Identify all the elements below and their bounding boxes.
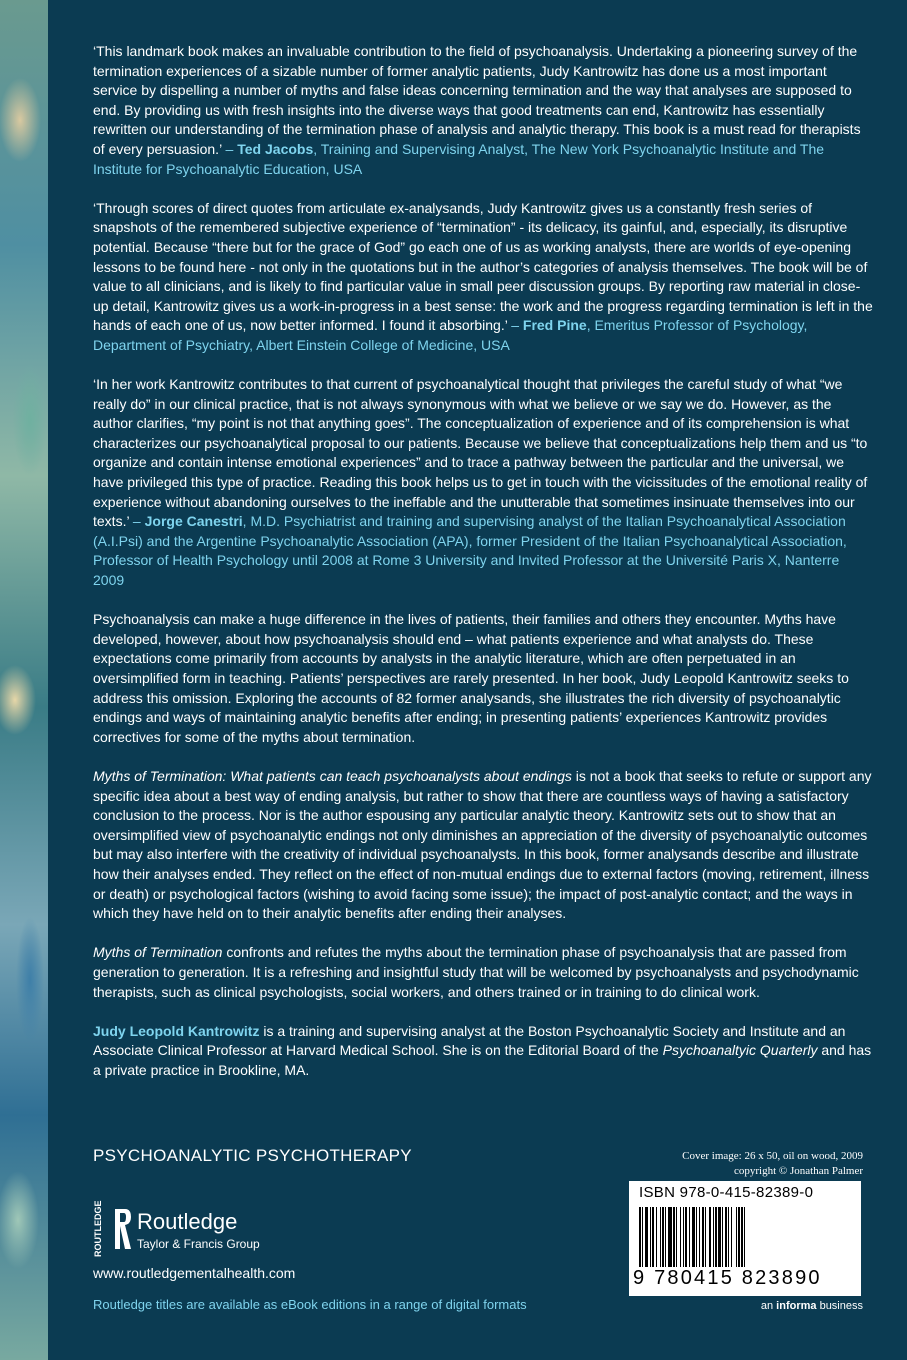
barcode-bar [702,1207,704,1267]
barcode-bar [645,1207,648,1267]
cover-panel [48,0,907,1360]
review-3: ‘In her work Kantrowitz contributes to that current of psychoanalytical thought that privileges the careful study of what “we really do” in our clinical practice, that is not always synonymous with what we believe or we say we do. However, as the author clarifies, “my point is not that anything goes”. The conceptualization of experience and of its comprehension is what characterizes our psychoanalytical proposal to our patients. Because we believe that conceptualizations help them and us “to organize and contain intense emotional experiences” and to trace a pathway between the particular and the universal, we have privileged this type of practice. Reading this book helps us to get in touch with the vicissitudes of the emotional reality of experience without abandoning ourselves to the ineffable and the unutterable that sometimes insinuate themselves into our texts.’ – Jorge Canestri, M.D. Psychiatrist and training and supervising analyst of the Italian Psychoanalytical Association (A.I.Psi) and the Argentine Psychoanalytic Association (APA), former President of the Italian Psychoanalytical Association, Professor of Health Psychology until 2008 at Rome 3 University and Invited Professor at the Université Paris X, Nanterre 2009 [93,376,868,589]
reviewer-name: Jorge Canestri [144,513,243,530]
routledge-r-icon [113,1207,133,1251]
reviewer-name: Ted Jacobs [237,140,314,157]
barcode-bar [722,1207,723,1267]
barcode-bar [642,1207,643,1267]
description-para-3: Myths of Termination confronts and refutes the myths about the termination phase of psychoanalysis that are passed from generation to generation. It is a refreshing and insightful study that will be welcomed by psychoanalysts and psychodynamic therapists, such as clinical psychologists, social workers, and others trained or in training to do clinical work. [93,944,859,1000]
description-para-1: Psychoanalysis can make a huge difference in the lives of patients, their families and others they encounter. Myths have developed, however, about how psychoanalysis should end – what patients experience and what analysts do. These expectations come primarily from accounts by analysts in the analytic literature, which are often perpetuated in an oversimplified form in teaching. Patients’ perspectives are rarely presented. In her book, Judy Leopold Kantrowitz seeks to address this omission. Exploring the accounts of 82 former analysands, she illustrates the rich diversity of psychoanalytic endings and ways of maintaining analytic benefits after ending; in presenting patients’ experiences Kantrowitz provides correctives for some of the myths about termination. [93,611,849,745]
barcode-bar [728,1207,729,1267]
book-title: Myths of Termination [93,944,223,961]
barcode-bar [673,1207,675,1267]
barcode-bar [692,1207,695,1267]
barcode-bar [656,1207,657,1267]
barcode-bar [718,1207,721,1267]
cover-credit: Cover image: 26 x 50, oil on wood, 2009 copyright © Jonathan Palmer [682,1150,863,1177]
barcode-bars [639,1207,851,1267]
reviewer-affiliation: , Emeritus Professor of Psychology, Department of Psychiatry, Albert Einstein College of Medicine, USA [93,317,808,353]
publisher-group: Taylor & Francis Group [137,1237,260,1251]
barcode-bar [705,1207,706,1267]
barcode-bar [652,1207,654,1267]
ebook-note: Routledge titles are available as eBook editions in a range of digital formats [93,1297,527,1312]
informa-business: an informa business [760,1300,863,1312]
review-1: ‘This landmark book makes an invaluable contribution to the field of psychoanalysis. Undertaking a pioneering survey of the termination experiences of a sizable number of former analytic patients, Judy Kantrowitz has done us a most important service by dispelling a number of myths and false ideas concerning termination and the way that analyses are supposed to end. By providing us with fresh insights into the diverse ways that good treatments can end, Kantrowitz has essentially rewritten our understanding of the termination phase of analysis and analytic therapy. This book is a must read for therapists of every persuasion.’ – Ted Jacobs, Training and Supervising Analyst, The New York Psychoanalytic Institute and The Institute for Psychoanalytic Education, USA [93,43,861,177]
barcode-bar [696,1207,697,1267]
book-title: Myths of Termination: What patients can teach psychoanalysts about endings [93,767,572,784]
reviewer-affiliation: , M.D. Psychiatrist and training and supervising analyst of the Italian Psychoanalytical Association (A.I.Psi) and the Argentine Psychoanalytic Association (APA), former President of the Italian Psychoanalytical Association, Professor of Health Psychology until 2008 at Rome 3 University and Invited Professor at the Université Paris X, Nanterre 2009 [93,513,847,589]
barcode-bar [689,1207,690,1267]
barcode-bar [709,1207,711,1267]
barcode-bar [738,1207,740,1267]
barcode-bar [744,1207,745,1267]
barcode-bar [699,1207,700,1267]
series-title: PSYCHOANALYTIC PSYCHOTHERAPY [93,1146,412,1165]
barcode-bar [665,1207,666,1267]
barcode-bar [662,1207,664,1267]
isbn-barcode [629,1181,861,1296]
reviewer-name: Fred Pine [522,317,587,334]
cover-painting-strip [0,0,48,1360]
author-name: Judy Leopold Kantrowitz [93,1022,260,1039]
routledge-logo [93,1200,293,1260]
barcode-bar [685,1207,687,1267]
barcode-bar [736,1207,737,1267]
barcode-bar [668,1207,671,1267]
publisher-name: Routledge [137,1209,238,1234]
barcode-bar [639,1207,641,1267]
review-2: ‘Through scores of direct quotes from articulate ex-analysands, Judy Kantrowitz gives us a constantly fresh series of snapshots of the remembered subjective experience of “termination” - its delicacy, its gainful, and, especially, its disruptive potential. Because “there but for the grace of God” go each one of us as working analysts, there are worlds of eye-opening lessons to be found here - not only in the quotations but in the author’s categories of analysis themselves. The book will be of value to all clinicians, and is likely to find particular value in small peer discussion groups. By reporting raw material in close-up detail, Kantrowitz gives us a work-in-progress in a best sense: the work and the progress regarding termination is left in the hands of each one of us, now better informed. I found it absorbing.’ – Fred Pine, Emeritus Professor of Psychology, Department of Psychiatry, Albert Einstein College of Medicine, USA [93,199,873,353]
barcode-bar [715,1207,717,1267]
barcode-bar [676,1207,677,1267]
barcode-bar [741,1207,743,1267]
barcode-bar [660,1207,661,1267]
barcode-bar [650,1207,651,1267]
blurb-text [93,42,873,1100]
barcode-bar [731,1207,732,1267]
barcode-bar [713,1207,714,1267]
isbn-number: ISBN 978-0-415-82389-0 [639,1184,814,1201]
author-bio: Judy Leopold Kantrowitz is a training and supervising analyst at the Boston Psychoanalytic Society and Institute and an Associate Clinical Professor at Harvard Medical School. She is on the Editorial Board of the Psychoanaltyic Quarterly and has a private practice in Brookline, MA. [93,1022,872,1078]
reviewer-affiliation: , Training and Supervising Analyst, The New York Psychoanalytic Institute and The Institute for Psychoanalytic Education, USA [93,140,825,177]
routledge-vertical-wordmark: ROUTLEDGE [93,1200,103,1257]
barcode-bar [683,1207,684,1267]
barcode-bar [725,1207,727,1267]
publisher-website[interactable]: www.routledgementalhealth.com [93,1265,296,1281]
description-para-2: Myths of Termination: What patients can teach psychoanalysts about endings is not a book that seeks to refute or support any specific idea about a best way of ending analysis, but rather to show that there are countless ways of having a satisfactory conclusion to the process. Nor is the author espousing any particular analytic theory. Kantrowitz sets out to show that an oversimplified view of psychoanalytic endings not only diminishes an appreciation of the diversity of psychoanalytic outcomes but may also interfere with the creativity of individual psychoanalysts. In this book, former analysands describe and illustrate how their analyses ended. They reflect on the effect of non-mutual endings due to external factors (moving, retirement, illness or death) or psychological factors (wishing to avoid facing some issue); the impact of post-analytic contact; and the ways in which they have held on to their analytic benefits after ending their analyses. [93,767,872,922]
barcode-digits: 9 780415 823890 [633,1267,822,1289]
barcode-bar [680,1207,681,1267]
